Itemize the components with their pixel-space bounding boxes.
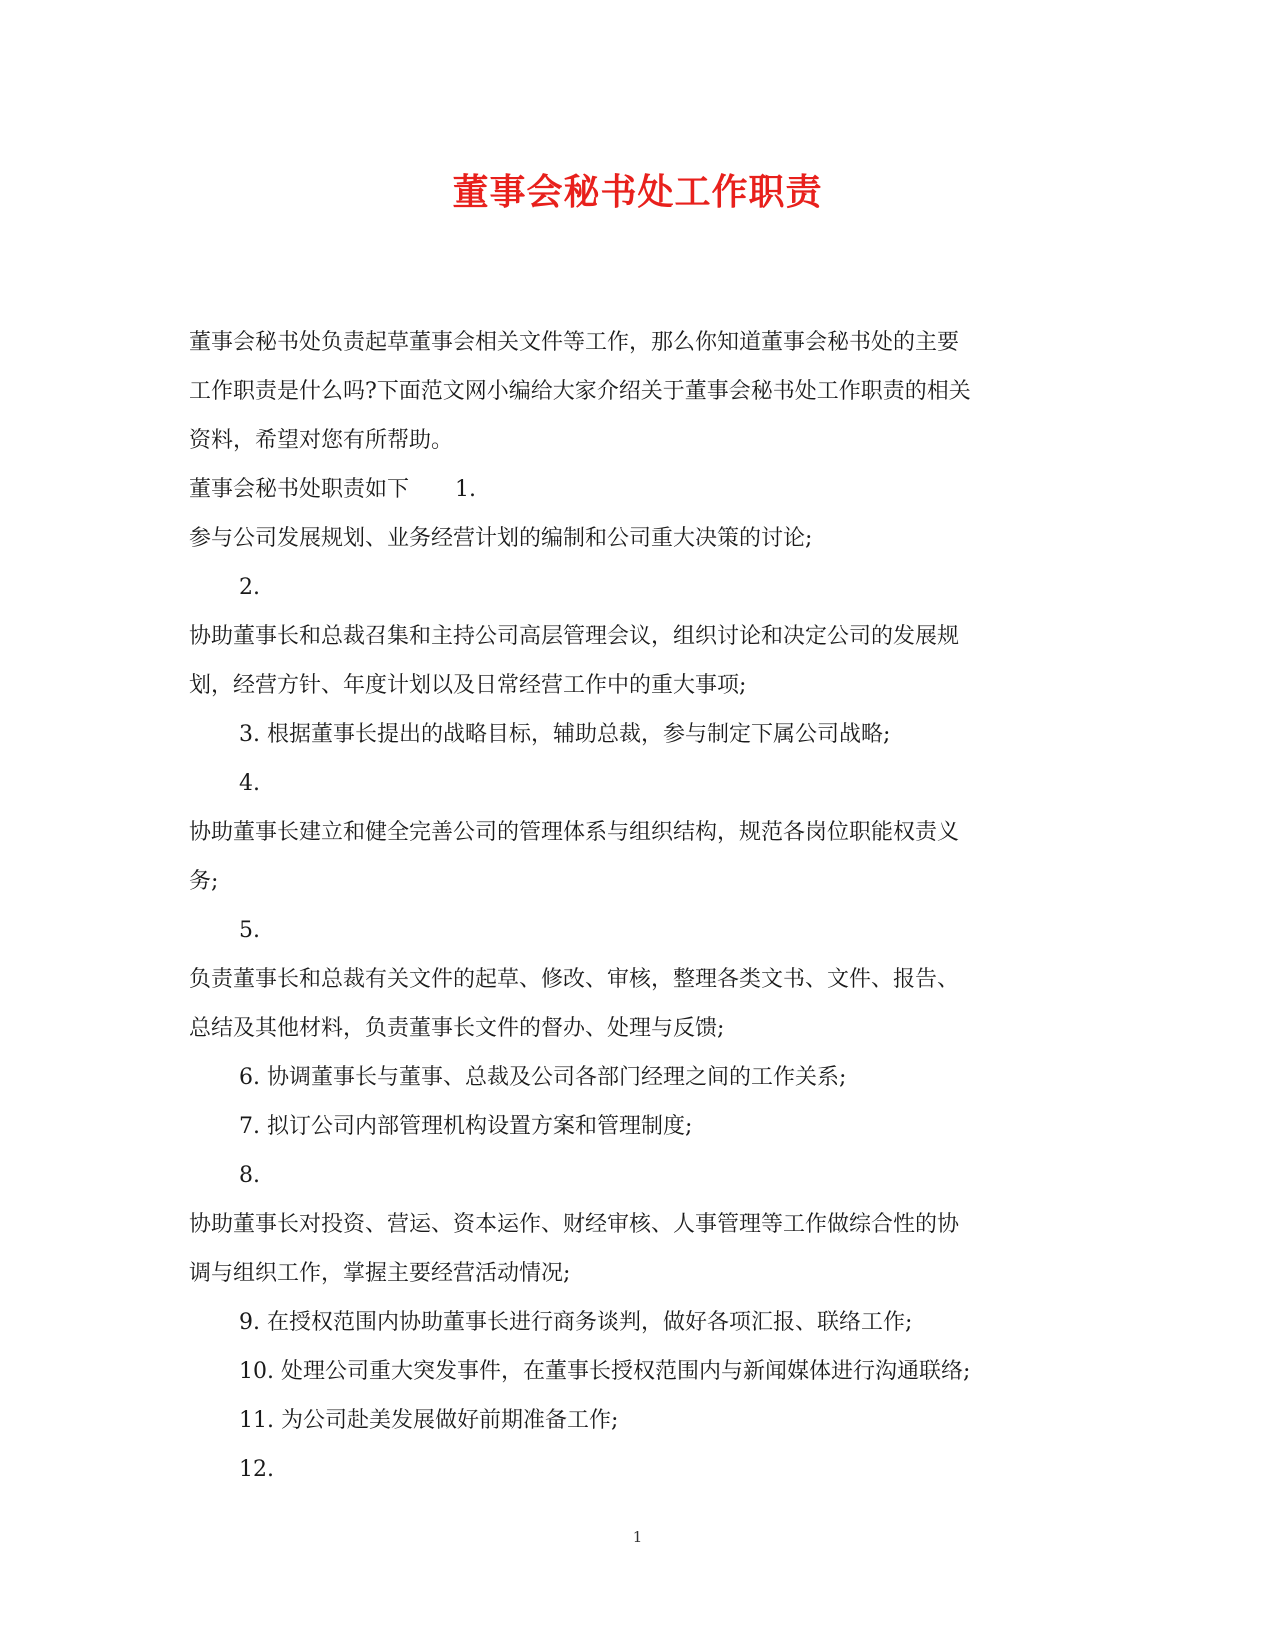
item-2-line-1: 协助董事长和总裁召集和主持公司高层管理会议，组织讨论和决定公司的发展规	[189, 624, 960, 649]
item-8-number: 8.	[239, 1163, 260, 1188]
item-5-number: 5.	[239, 918, 260, 943]
item-5-line-1: 负责董事长和总裁有关文件的起草、修改、审核，整理各类文书、文件、报告、	[189, 967, 960, 992]
item-8-line-2: 调与组织工作，掌握主要经营活动情况;	[189, 1261, 571, 1286]
item-4-line-2: 务;	[189, 869, 219, 894]
duties-heading-text: 董事会秘书处职责如下	[189, 477, 410, 502]
document-title: 董事会秘书处工作职责	[452, 171, 823, 213]
item-8-line-1: 协助董事长对投资、营运、资本运作、财经审核、人事管理等工作做综合性的协	[189, 1212, 960, 1237]
item-7: 7. 拟订公司内部管理机构设置方案和管理制度;	[239, 1114, 693, 1139]
item-1-number: 1.	[455, 477, 477, 502]
item-10: 10. 处理公司重大突发事件，在董事长授权范围内与新闻媒体进行沟通联络;	[239, 1359, 971, 1384]
document-body	[189, 318, 1089, 1494]
duties-heading	[189, 465, 1089, 514]
intro-line-3: 资料，希望对您有所帮助。	[189, 428, 454, 453]
item-4-number: 4.	[239, 771, 260, 796]
intro-line-2: 工作职责是什么吗?下面范文网小编给大家介绍关于董事会秘书处工作职责的相关	[189, 379, 971, 404]
item-2-number: 2.	[239, 575, 260, 600]
item-1-text: 参与公司发展规划、业务经营计划的编制和公司重大决策的讨论;	[189, 526, 813, 551]
item-2-line-2: 划，经营方针、年度计划以及日常经营工作中的重大事项;	[189, 673, 747, 698]
item-12-number: 12.	[239, 1457, 274, 1482]
intro-line-1: 董事会秘书处负责起草董事会相关文件等工作，那么你知道董事会秘书处的主要	[189, 330, 960, 355]
item-3: 3. 根据董事长提出的战略目标，辅助总裁，参与制定下属公司战略;	[239, 722, 891, 747]
item-5-line-2: 总结及其他材料，负责董事长文件的督办、处理与反馈;	[189, 1016, 725, 1041]
item-9: 9. 在授权范围内协助董事长进行商务谈判，做好各项汇报、联络工作;	[239, 1310, 913, 1335]
page-number: 1	[632, 1528, 643, 1546]
item-4-line-1: 协助董事长建立和健全完善公司的管理体系与组织结构，规范各岗位职能权责义	[189, 820, 960, 845]
item-11: 11. 为公司赴美发展做好前期准备工作;	[239, 1408, 619, 1433]
item-6: 6. 协调董事长与董事、总裁及公司各部门经理之间的工作关系;	[239, 1065, 847, 1090]
